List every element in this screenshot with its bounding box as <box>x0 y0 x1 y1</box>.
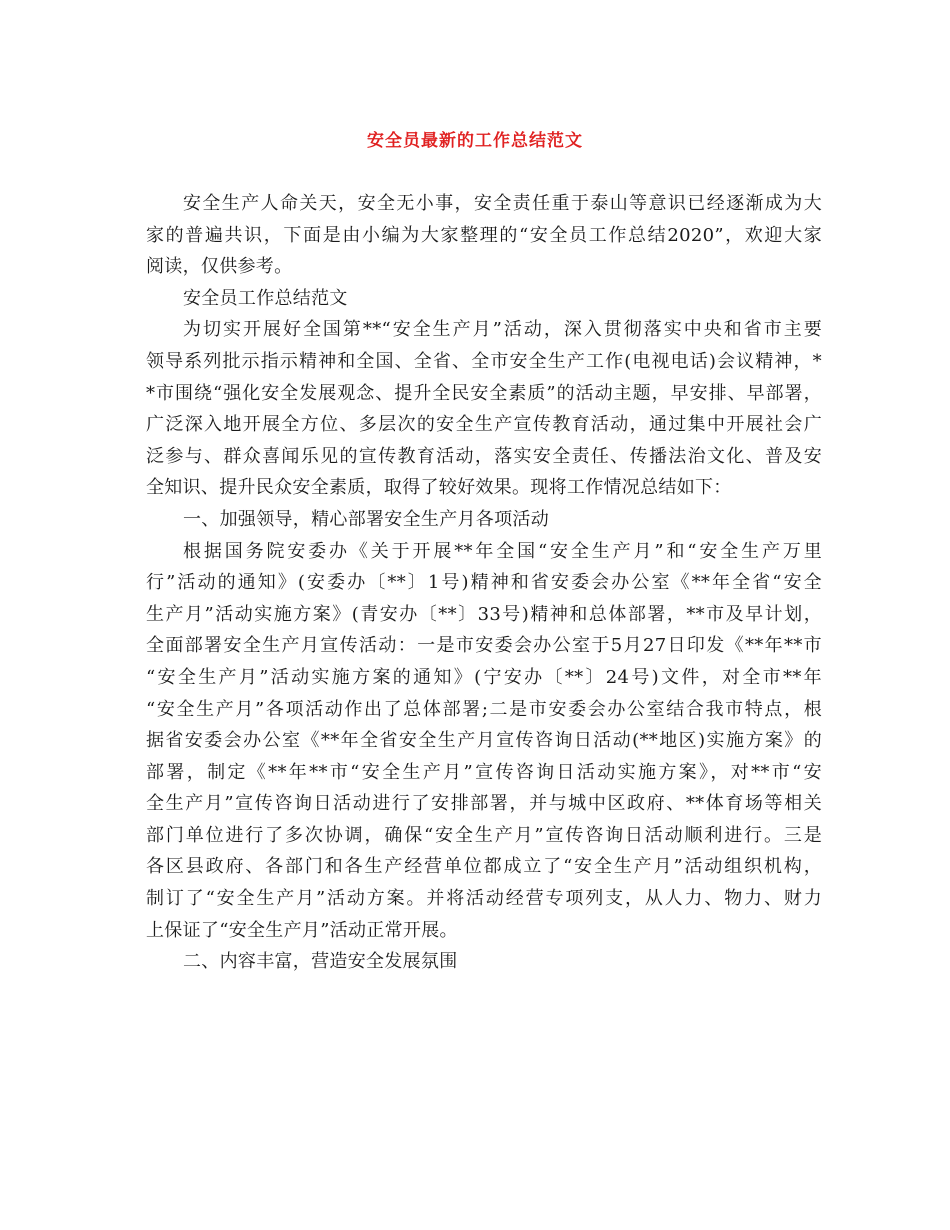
text-line: 全生产月”宣传咨询日活动进行了安排部署，并与城中区政府、**体育场等相关 <box>146 793 822 815</box>
text-line: 泛参与、群众喜闻乐见的宣传教育活动，落实安全责任、传播法治文化、普及安 <box>146 445 822 467</box>
text-line: *市围绕“强化安全发展观念、提升全民安全素质”的活动主题，早安排、早部署， <box>146 382 822 404</box>
text-line: 上保证了“安全生产月”活动正常开展。 <box>146 919 458 941</box>
text-line: 广泛深入地开展全方位、多层次的安全生产宣传教育活动，通过集中开展社会广 <box>146 414 822 436</box>
text-line: “安全生产月”各项活动作出了总体部署;二是市安委会办公室结合我市特点，根 <box>146 698 822 720</box>
text-line: 领导系列批示指示精神和全国、全省、全市安全生产工作(电视电话)会议精神，* <box>146 350 822 372</box>
text-line: 阅读，仅供参考。 <box>146 256 293 278</box>
text-line: 制订了“安全生产月”活动方案。并将活动经营专项列支，从人力、物力、财力 <box>146 888 822 910</box>
text-line: 部署，制定《**年**市“安全生产月”宣传咨询日活动实施方案》，对**市“安 <box>146 761 822 783</box>
text-line: 安全员工作总结范文 <box>183 287 348 309</box>
text-line: 家的普遍共识，下面是由小编为大家整理的“安全员工作总结2020”，欢迎大家 <box>146 224 822 246</box>
text-line: 生产月”活动实施方案》(青安办〔**〕33号)精神和总体部署，**市及早计划， <box>146 603 822 625</box>
text-line: “安全生产月”活动实施方案的通知》(宁安办〔**〕24号)文件，对全市**年 <box>146 666 822 688</box>
text-line: 据省安委会办公室《**年全省安全生产月宣传咨询日活动(**地区)实施方案》的 <box>146 730 822 752</box>
document-title: 安全员最新的工作总结范文 <box>367 131 583 151</box>
text-line: 全面部署安全生产月宣传活动：一是市安委会办公室于5月27日印发《**年**市 <box>146 635 822 657</box>
text-line: 各区县政府、各部门和各生产经营单位都成立了“安全生产月”活动组织机构， <box>146 856 822 878</box>
text-line: 安全生产人命关天，安全无小事，安全责任重于泰山等意识已经逐渐成为大 <box>183 193 822 214</box>
document-body <box>146 188 822 978</box>
text-line: 全知识、提升民众安全素质，取得了较好效果。现将工作情况总结如下： <box>146 477 732 499</box>
text-line: 为切实开展好全国第**“安全生产月”活动，深入贯彻落实中央和省市主要 <box>183 319 822 341</box>
text-line: 二、内容丰富，营造安全发展氛围 <box>183 951 458 973</box>
text-line: 根据国务院安委办《关于开展**年全国“安全生产月”和“安全生产万里 <box>183 540 822 562</box>
text-line: 一、加强领导，精心部署安全生产月各项活动 <box>183 508 549 530</box>
text-line: 部门单位进行了多次协调，确保“安全生产月”宣传咨询日活动顺利进行。三是 <box>146 824 822 846</box>
text-line: 行”活动的通知》(安委办〔**〕1号)精神和省安委会办公室《**年全省“安全 <box>146 572 822 594</box>
